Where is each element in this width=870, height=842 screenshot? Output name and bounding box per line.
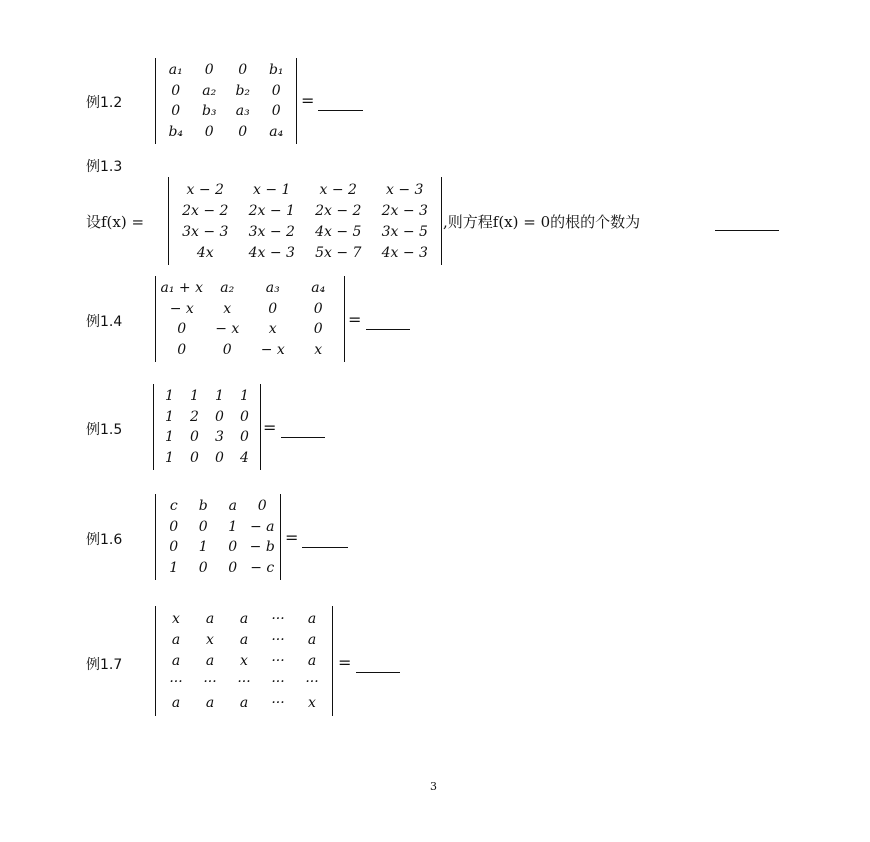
matrix-cell: 3x − 2: [248, 223, 295, 240]
matrix-cell: 0: [238, 123, 248, 140]
matrix-cell: 0: [257, 498, 267, 515]
matrix-cell: b₄: [168, 123, 184, 140]
matrix-cell: ···: [305, 674, 319, 691]
matrix-cell: x: [308, 695, 316, 712]
matrix-cell: 0: [177, 321, 187, 338]
matrix-cell: a: [307, 652, 317, 669]
matrix-cell: a: [171, 652, 181, 669]
matrix-cell: b: [198, 498, 208, 515]
page-number: 3: [430, 780, 437, 793]
matrix-cell: 0: [268, 300, 278, 317]
matrix-cell: 0: [215, 449, 224, 466]
matrix-cell: 1: [165, 449, 174, 466]
matrix-cell: a₃: [235, 103, 250, 120]
matrix-cell: a: [307, 631, 317, 648]
matrix-cell: 3x − 3: [182, 223, 229, 240]
matrix-cell: 0: [228, 559, 238, 576]
example-1-5-label: 例1.5: [86, 422, 123, 438]
matrix-cell: 0: [169, 539, 179, 556]
equals-sign: =: [263, 418, 277, 437]
example-1-3-label: 例1.3: [86, 159, 123, 175]
matrix-cell: 4x − 3: [248, 244, 295, 261]
matrix-cell: 0: [198, 518, 208, 535]
equals-sign: =: [285, 528, 299, 547]
matrix-cell: 4: [240, 449, 249, 466]
matrix-cell: x: [314, 341, 323, 358]
matrix-cell: 0: [271, 103, 281, 120]
matrix-cell: ···: [169, 674, 183, 691]
matrix-cell: 0: [240, 408, 249, 425]
matrix-cell: 0: [215, 408, 224, 425]
matrix-cell: 0: [271, 82, 281, 99]
matrix-cell: a: [239, 610, 249, 627]
matrix-cell: ···: [271, 631, 285, 648]
matrix-cell: 0: [190, 449, 199, 466]
matrix-cell: 1: [169, 559, 179, 576]
matrix-cell: x: [240, 652, 248, 669]
matrix-cell: 1: [198, 539, 208, 556]
matrix-cell: 1: [215, 388, 224, 405]
example-1-6-label: 例1.6: [86, 532, 123, 548]
matrix-cell: 1: [228, 518, 238, 535]
matrix-cell: x: [172, 610, 180, 627]
question-text: ,则方程f(x) = 0的根的个数为: [443, 213, 641, 231]
matrix-cell: a₂: [220, 280, 235, 297]
matrix-cell: ···: [271, 652, 285, 669]
matrix-cell: ···: [271, 610, 285, 627]
matrix-cell: 0: [204, 123, 214, 140]
matrix-cell: x: [206, 631, 214, 648]
matrix-cell: 1: [240, 388, 249, 405]
matrix-cell: 2: [190, 408, 199, 425]
determinant-1-6: [155, 494, 281, 580]
matrix-cell: a₂: [202, 82, 217, 99]
matrix-cell: a₄: [311, 280, 326, 297]
matrix-cell: 0: [238, 62, 248, 79]
matrix-cell: ···: [271, 674, 285, 691]
matrix-cell: 1: [190, 388, 199, 405]
matrix-cell: 0: [177, 341, 187, 358]
matrix-cell: x − 1: [253, 181, 291, 198]
example-1-7-label: 例1.7: [86, 657, 123, 673]
matrix-cell: 1: [165, 388, 174, 405]
matrix-cell: 2x − 1: [248, 202, 295, 219]
matrix-cell: 0: [169, 518, 179, 535]
matrix-cell: 0: [313, 321, 323, 338]
matrix-cell: x: [223, 300, 232, 317]
matrix-cell: x − 2: [319, 181, 357, 198]
matrix-cell: a: [239, 631, 249, 648]
matrix-cell: 0: [204, 62, 214, 79]
matrix-cell: c: [169, 498, 178, 515]
example-1-4-label: 例1.4: [86, 314, 123, 330]
matrix-cell: a₁: [168, 62, 183, 79]
matrix-cell: − c: [250, 559, 275, 576]
matrix-cell: 3: [215, 429, 224, 446]
matrix-cell: 1: [165, 408, 174, 425]
determinant-1-3: [168, 177, 442, 265]
matrix-cell: 4x − 5: [315, 223, 362, 240]
equals-sign: =: [348, 310, 362, 329]
matrix-cell: − a: [249, 518, 275, 535]
matrix-cell: 5x − 7: [315, 244, 362, 261]
matrix-cell: a: [171, 695, 181, 712]
matrix-cell: a: [239, 695, 249, 712]
answer-blank: [302, 547, 348, 548]
matrix-cell: 3x − 5: [381, 223, 428, 240]
matrix-cell: a: [205, 695, 215, 712]
matrix-cell: ···: [203, 674, 217, 691]
matrix-cell: 0: [313, 300, 323, 317]
matrix-cell: 0: [198, 559, 208, 576]
matrix-cell: 4x − 3: [381, 244, 428, 261]
matrix-cell: a₁ + x: [160, 280, 203, 297]
matrix-cell: x − 3: [386, 181, 424, 198]
matrix-cell: ···: [237, 674, 251, 691]
matrix-cell: 0: [171, 103, 181, 120]
matrix-cell: 4x: [196, 244, 214, 261]
determinant-1-7: [155, 606, 333, 716]
matrix-cell: x − 2: [186, 181, 224, 198]
matrix-cell: 0: [222, 341, 232, 358]
matrix-cell: a: [205, 610, 215, 627]
answer-blank: [318, 110, 363, 111]
matrix-cell: 0: [240, 429, 249, 446]
answer-blank: [366, 329, 410, 330]
determinant-1-2: [155, 58, 297, 144]
matrix-cell: b₃: [201, 103, 217, 120]
matrix-cell: 2x − 3: [381, 202, 428, 219]
matrix-cell: a: [307, 610, 317, 627]
determinant-1-4: [155, 276, 345, 362]
answer-blank: [715, 230, 779, 231]
matrix-cell: a: [171, 631, 181, 648]
matrix-cell: 1: [165, 429, 174, 446]
matrix-cell: a: [228, 498, 237, 515]
matrix-cell: x: [268, 321, 277, 338]
matrix-cell: 0: [190, 429, 199, 446]
matrix-cell: a₄: [269, 123, 284, 140]
matrix-cell: a₃: [265, 280, 280, 297]
matrix-cell: − x: [169, 300, 194, 317]
answer-blank: [356, 672, 400, 673]
answer-blank: [281, 437, 325, 438]
determinant-1-5: [153, 384, 261, 470]
matrix-cell: 0: [228, 539, 238, 556]
example-1-2-label: 例1.2: [86, 95, 123, 111]
function-definition: 设f(x) =: [86, 213, 145, 231]
equals-sign: =: [301, 91, 315, 110]
matrix-cell: − x: [215, 321, 240, 338]
matrix-cell: 2x − 2: [182, 202, 229, 219]
matrix-cell: − b: [249, 539, 275, 556]
matrix-cell: − x: [260, 341, 285, 358]
matrix-cell: b₂: [235, 82, 251, 99]
matrix-cell: b₁: [268, 62, 284, 79]
matrix-cell: 2x − 2: [315, 202, 362, 219]
matrix-cell: a: [205, 652, 215, 669]
equals-sign: =: [338, 653, 352, 672]
matrix-cell: 0: [171, 82, 181, 99]
matrix-cell: ···: [271, 695, 285, 712]
